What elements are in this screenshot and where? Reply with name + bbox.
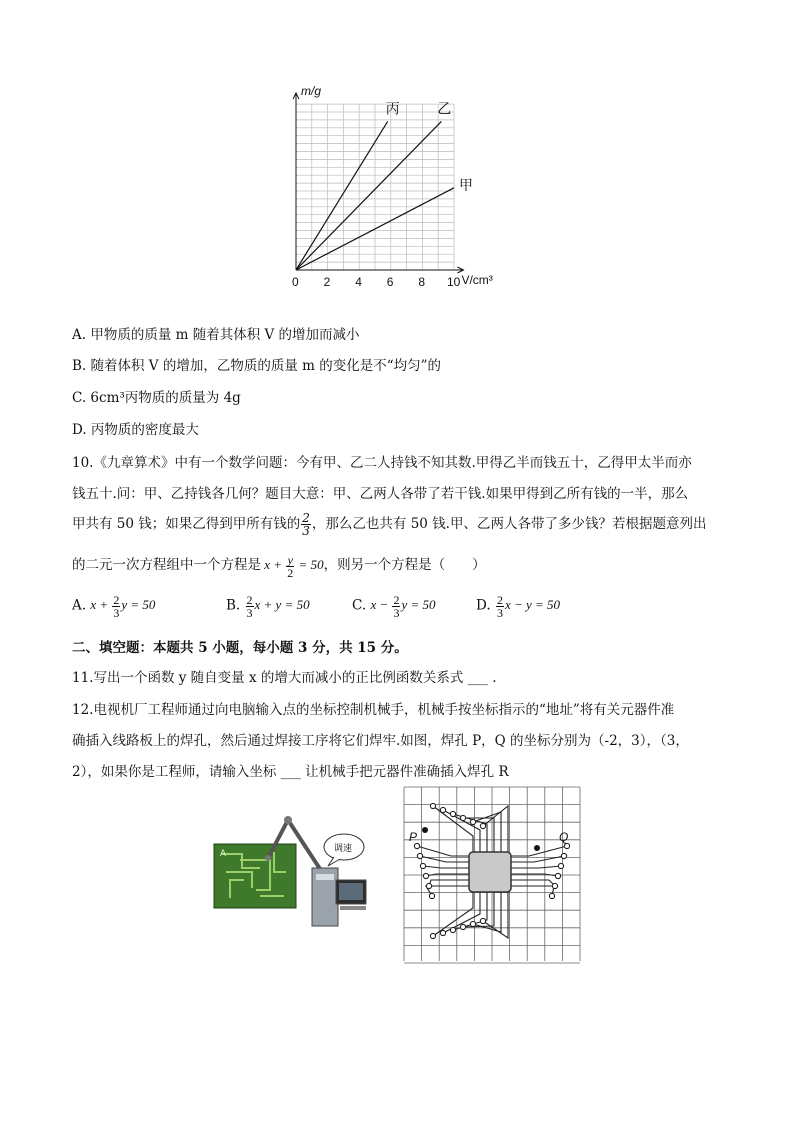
q10-option-a: A. x + $\frac{2}{3}$ y = 50 [72, 593, 156, 620]
solder-pad [450, 927, 455, 932]
q10-line4-b: ，则另一个方程是（ ） [323, 557, 486, 573]
solder-pad [558, 863, 563, 868]
density-chart [280, 84, 510, 292]
q10-line4-a: 的二元一次方程组中一个方程是 [72, 557, 261, 573]
option-9b: B. 随着体积 V 的增加，乙物质的质量 m 的变化是不“均匀”的 [72, 358, 442, 374]
q12-line1: 12.电视机厂工程师通过向电脑输入点的坐标控制机械手，机械手按坐标指示的“地址”将有关元器件准 [72, 702, 675, 718]
series-label-甲: 甲 [459, 176, 473, 193]
option-9d: D. 丙物质的密度最大 [72, 422, 199, 438]
solder-pad [420, 863, 425, 868]
solder-pad [480, 918, 485, 923]
q10-line1: 10.《九章算术》中有一个数学问题：今有甲、乙二人持钱不知其数.甲得乙半而钱五十，乙得甲太半而亦 [72, 455, 692, 471]
chip [469, 852, 511, 892]
x-tick-label: 4 [355, 275, 362, 289]
solder-pad [423, 873, 428, 878]
solder-pad [440, 807, 445, 812]
solder-pad [430, 803, 435, 808]
solder-pad [430, 933, 435, 938]
series-label-乙: 乙 [437, 100, 452, 117]
series-label-丙: 丙 [385, 100, 400, 117]
solder-pad [440, 930, 445, 935]
board-trace [463, 892, 494, 927]
bubble-text: 调速 [334, 843, 353, 853]
option-9a: A. 甲物质的质量 m 随着其体积 V 的增加而减小 [72, 327, 360, 343]
solder-pad [417, 853, 422, 858]
x-tick-label: 2 [323, 275, 331, 289]
solder-pad [426, 883, 431, 888]
board-trace [511, 866, 561, 868]
board-trace [429, 880, 469, 886]
board-trace [511, 856, 564, 862]
circuit-grid-figure [403, 786, 583, 962]
solder-pad [549, 893, 554, 898]
solder-pad [470, 819, 475, 824]
x-tick-label: 6 [386, 275, 394, 289]
x-tick-label: 8 [418, 275, 426, 289]
q10-line2: 钱五十.问：甲、乙持钱各几何？题目大意：甲、乙两人各带了若干钱.如果甲得到乙所有钱的一半，那么 [72, 486, 689, 502]
solder-pad [480, 823, 485, 828]
point-p-label: P [409, 830, 418, 844]
fraction-2-3: $\frac{2}{3}$ [302, 511, 310, 538]
solder-pad [555, 873, 560, 878]
q10-option-d: D. $\frac{2}{3}$ x − y = 50 [476, 593, 561, 620]
board-trace [417, 846, 469, 856]
q10-line3-a: 甲共有 50 钱；如果乙得到甲所有钱的 [72, 516, 301, 532]
solder-pad [429, 893, 434, 898]
y-axis-label: m/g [301, 84, 322, 99]
solder-pad [561, 853, 566, 858]
solder-pad [460, 815, 465, 820]
point-q [534, 845, 540, 851]
robot-arm-illustration [210, 812, 370, 930]
solder-pad [414, 843, 419, 848]
solder-pad [460, 924, 465, 929]
equation-given: x + $\frac{y}{2}$ = 50 [261, 552, 324, 580]
solder-pad [552, 883, 557, 888]
board-trace [511, 880, 555, 886]
section-title: 二、填空题：本题共 5 小题，每小题 3 分，共 15 分。 [72, 640, 408, 656]
chart-labels [292, 84, 493, 289]
x-tick-label: 0 [292, 275, 299, 289]
q10-option-b: B. $\frac{2}{3}$ x + y = 50 [226, 593, 310, 620]
q12-line2: 确插入线路板上的焊孔，然后通过焊接工序将它们焊牢.如图，焊孔 P，Q 的坐标分别为（-2，3），（3， [72, 733, 689, 749]
board-trace [420, 856, 469, 862]
board-trace [511, 886, 554, 896]
q12-line3: 2），如果你是工程师，请输入坐标 ___ 让机械手把元器件准确插入焊孔 R [72, 764, 509, 780]
x-axis-label: V/cm³ [461, 273, 493, 287]
q10-line3 [72, 512, 706, 537]
q11-text: 11.写出一个函数 y 随自变量 x 的增大而减小的正比例函数关系式 ___ . [72, 670, 497, 686]
point-q-label: Q [559, 830, 569, 844]
x-tick-label: 10 [447, 275, 461, 289]
solder-pad [470, 921, 475, 926]
point-p [422, 827, 428, 833]
q10-option-c: C. x − $\frac{2}{3}$ y = 50 [352, 593, 436, 620]
solder-pad [564, 843, 569, 848]
board-trace [423, 866, 469, 868]
option-9c: C. 6cm³丙物质的质量为 4g [72, 390, 241, 406]
board-label-a: A [220, 848, 227, 858]
board-trace [453, 814, 487, 852]
q10-line3-b: ，那么乙也共有 50 钱.甲、乙两人各带了多少钱？若根据题意列出 [311, 516, 707, 532]
q10-line4 [72, 553, 486, 579]
solder-pad [450, 811, 455, 816]
